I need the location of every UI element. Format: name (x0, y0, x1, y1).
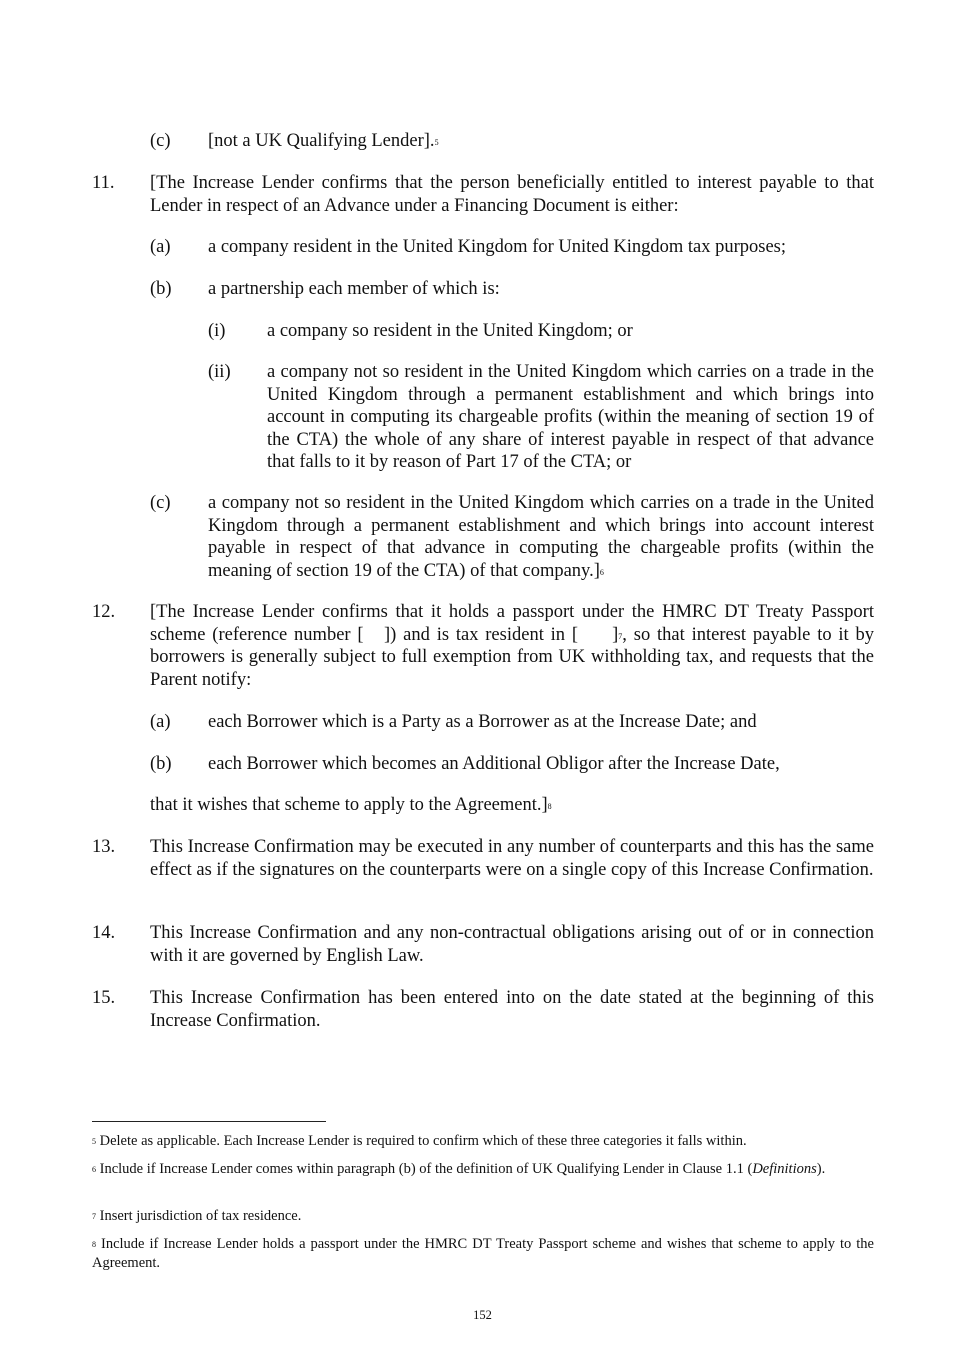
paragraph-text: that it wishes that scheme to apply to the Agreement.]$^8$ (150, 795, 552, 815)
paragraph-text: This Increase Confirmation has been entered into on the date stated at the beginning of this Increase Confirmation. (150, 988, 874, 1031)
paragraph-label: 15. (92, 988, 116, 1008)
footnote-ref-6: 6 (599, 567, 604, 577)
footnote-8: $^8$ Include if Increase Lender holds a passport under the HMRC DT Treaty Passport scheme and wishes that scheme to apply to the Agreement. (92, 1236, 874, 1271)
footnote-6: $^6$ Include if Increase Lender comes within paragraph (b) of the definition of UK Qualifying Lender in Clause 1.1 (Definitions). (92, 1161, 826, 1177)
paragraph-text: a partnership each member of which is: (208, 279, 500, 299)
footnote-7: $^7$ Insert jurisdiction of tax residence. (92, 1208, 302, 1224)
paragraph-text: a company not so resident in the United Kingdom which carries on a trade in the United Kingdom through a permanent establishment and which brings into account interest payable in respect of that advance in computing the chargeable profits (within the meaning of section 19 of the CTA) of that company.]$^6$ (208, 493, 874, 581)
paragraph-label: 12. (92, 602, 116, 622)
page-number: 152 (473, 1308, 492, 1322)
paragraph-label: (a) (150, 712, 171, 732)
paragraph-text: a company resident in the United Kingdom for United Kingdom tax purposes; (208, 237, 787, 257)
paragraph-label: 11. (92, 173, 115, 193)
footnote-number: 8 (92, 1240, 96, 1249)
footnote-divider (92, 1121, 326, 1122)
paragraph-label: 13. (92, 837, 116, 857)
footnote-ref-5: 5 (434, 138, 439, 147)
paragraph-label: (b) (150, 279, 172, 299)
footnote-5: $^5$ Delete as applicable. Each Increase Lender is required to confirm which of these three categories it falls within. (92, 1133, 747, 1149)
paragraph-text: each Borrower which becomes an Additional Obligor after the Increase Date, (208, 754, 780, 774)
paragraph-text: This Increase Confirmation and any non-contractual obligations arising out of or in connection with it are governed by English Law. (150, 923, 874, 966)
paragraph-label: (c) (150, 131, 171, 151)
paragraph-label: (c) (150, 493, 171, 513)
paragraph-text: [The Increase Lender confirms that it holds a passport under the HMRC DT Treaty Passport scheme (reference number [ ]) and is tax resident in [ ]$^7$, so that interest payable to it by borrowers is generally subject to full exemption from UK withholding tax, and requests that the Parent notify: (150, 602, 879, 690)
footnote-number: 7 (92, 1212, 96, 1221)
paragraph-label: (i) (208, 321, 226, 341)
paragraph-label: (ii) (208, 362, 231, 382)
paragraph-text: This Increase Confirmation may be executed in any number of counterparts and this has the same effect as if the signatures on the counterparts were on a single copy of this Increase Confirmation. (150, 837, 874, 880)
paragraph-label: 14. (92, 923, 116, 943)
footnote-ref-8: 8 (547, 802, 552, 811)
paragraph-label: (b) (150, 754, 172, 774)
paragraph-text: [not a UK Qualifying Lender].$^5$ (208, 131, 439, 151)
footnote-number: 6 (92, 1165, 96, 1174)
footnote-ref-7: 7 (618, 631, 623, 641)
footnote-number: 5 (92, 1137, 96, 1146)
paragraph-text: [The Increase Lender confirms that the person beneficially entitled to interest payable to that Lender in respect of an Advance under a Financing Document is either: (150, 173, 874, 216)
paragraph-text: a company so resident in the United Kingdom; or (267, 321, 633, 341)
paragraph-text: each Borrower which is a Party as a Borrower as at the Increase Date; and (208, 712, 757, 732)
paragraph-label: (a) (150, 237, 171, 257)
paragraph-text: a company not so resident in the United Kingdom which carries on a trade in the United Kingdom through a permanent establishment and which brings into account in computing its chargeable profits (within the meaning of section 19 of the CTA) the whole of any share of interest payable in respect of that advance that falls to it by reason of Part 17 of the CTA; or (267, 362, 874, 473)
